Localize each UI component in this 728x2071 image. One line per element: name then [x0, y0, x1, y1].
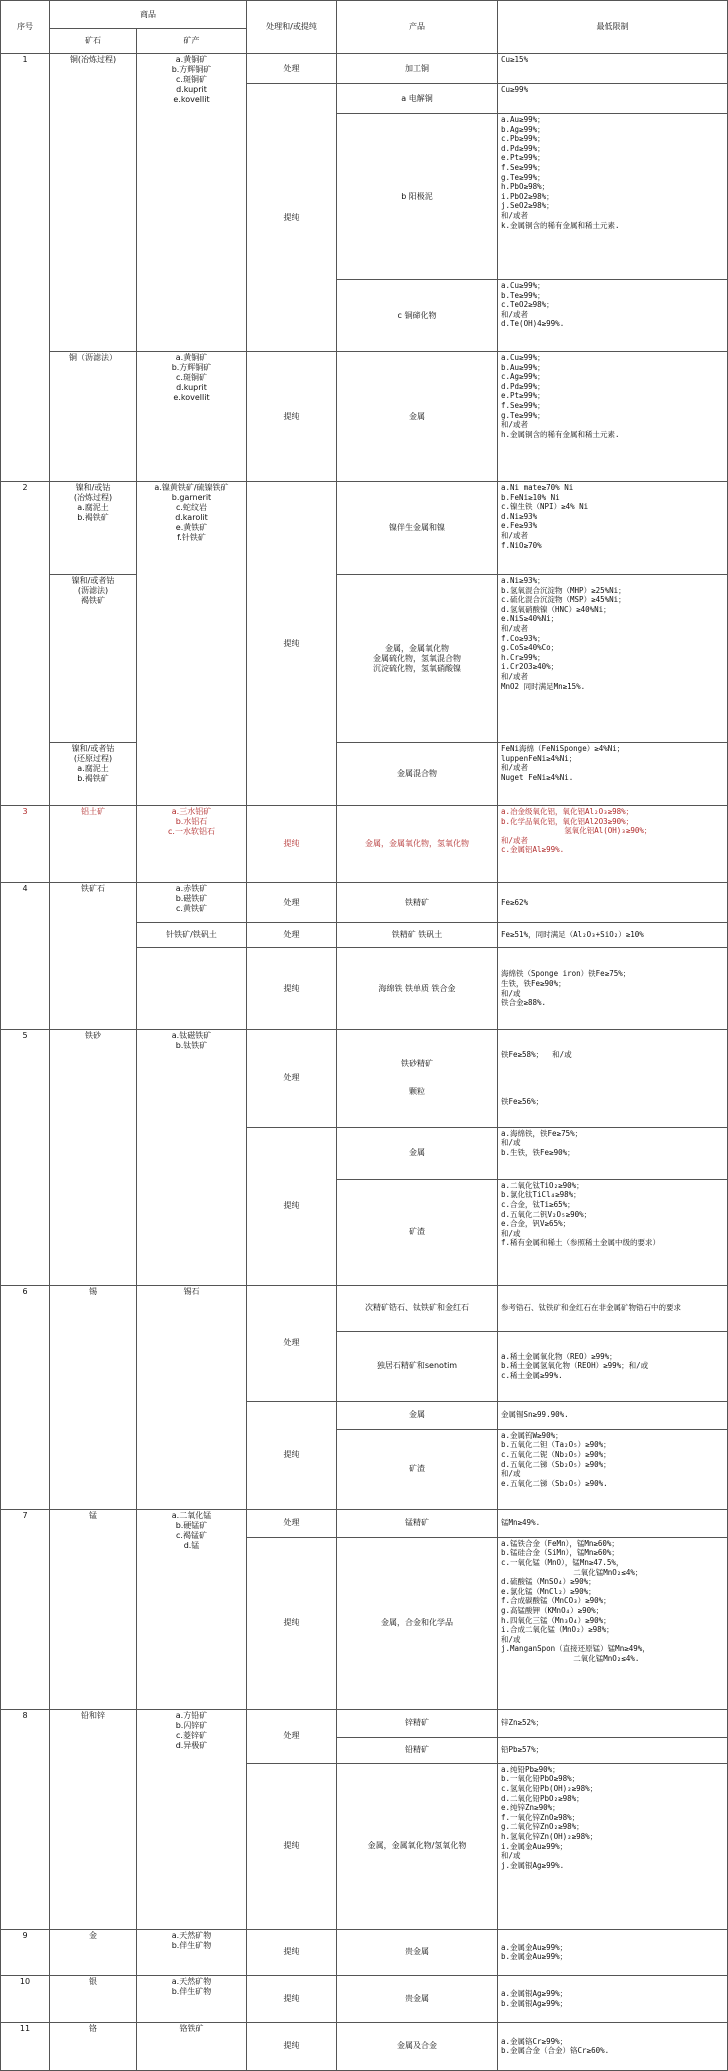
product-cell: 矿渣	[337, 1429, 498, 1509]
limit-cell: 金属锡Sn≥99.90%.	[498, 1401, 728, 1429]
limit-cell: a.冶金级氧化铝，氧化铝Al₂O₃≥98%； b.化学品氧化铝，氧化铝Al2O3≥90%； 氢氧化铝Al(OH)₃≥90%； 和/或者 c.金属铝Al≥99%.	[498, 806, 728, 883]
limit-cell: 铅Pb≥57%；	[498, 1737, 728, 1763]
process-cell: 处理	[247, 54, 337, 84]
process-cell: 处理	[247, 1709, 337, 1763]
table-row	[1, 2022, 728, 2070]
header-product: 产品	[337, 1, 498, 54]
table-row	[1, 1285, 728, 1331]
limit-cell: a.稀土金属氧化物（REO）≥99%； b.稀土金属氢氧化物（REOH）≥99%；和/或 c.稀土金属≥99%.	[498, 1331, 728, 1401]
limit-cell: a.海绵铁，铁Fe≥75%； 和/或 b.生铁，铁Fe≥90%；	[498, 1127, 728, 1179]
process-cell: 提纯	[247, 1401, 337, 1509]
product-name: 颗粒	[409, 1087, 425, 1097]
header-commodity: 商品	[50, 1, 247, 29]
product-cell: 铅精矿	[337, 1737, 498, 1763]
product-cell: a 电解铜	[337, 84, 498, 114]
product-cell: b 阳极泥	[337, 114, 498, 280]
ore-cell: 铜(冶炼过程)	[50, 54, 137, 352]
limit-cell: FeNi海绵（FeNiSponge）≥4%Ni； luppenFeNi≥4%Ni； 和/或者 Nuget FeNi≥4%Ni.	[498, 743, 728, 806]
table-row	[1, 743, 728, 806]
limit-cell: 锰Mn≥49%.	[498, 1509, 728, 1537]
product-cell: 金属，金属氧化物，氢氧化物	[337, 806, 498, 883]
mineral-cell	[137, 948, 247, 1030]
mineral-cell: a.赤铁矿 b.磁铁矿 c.黄铁矿	[137, 883, 247, 923]
product-cell: 铁精矿 铁矾土	[337, 923, 498, 948]
ore-cell: 铜（沥滤法）	[50, 352, 137, 482]
row-number: 7	[1, 1509, 50, 1709]
ore-cell: 铅和锌	[50, 1709, 137, 1929]
row-number: 9	[1, 1929, 50, 1975]
product-cell: c 铜碲化物	[337, 280, 498, 352]
product-cell: 次精矿锆石、钛铁矿和金红石	[337, 1285, 498, 1331]
ore-cell: 镍和/或者钴 (还原过程) a.腐泥土 b.褐铁矿	[50, 743, 137, 806]
mineral-cell: a.黄铜矿 b.方辉铜矿 c.斑铜矿 d.kuprit e.kovellit	[137, 54, 247, 352]
ore-cell: 银	[50, 1975, 137, 2022]
header-process: 处理和/或提纯	[247, 1, 337, 54]
process-cell: 提纯	[247, 352, 337, 482]
row-number: 3	[1, 806, 50, 883]
limit-cell	[498, 1030, 728, 1128]
header-row	[1, 1, 728, 29]
process-cell: 提纯	[247, 1537, 337, 1709]
limit-cell: a.金属铬Cr≥99%； b.金属合金（合金）铬Cr≥60%.	[498, 2022, 728, 2070]
limit-cell: 海绵铁（Sponge iron）铁Fe≥75%； 生铁，铁Fe≥90%； 和/或 铁合金≥88%.	[498, 948, 728, 1030]
header-limit: 最低限制	[498, 1, 728, 54]
ore-cell: 锡	[50, 1285, 137, 1509]
limit-cell: 锌Zn≥52%；	[498, 1709, 728, 1737]
mineral-cell: a.黄铜矿 b.方辉铜矿 c.斑铜矿 d.kuprit e.kovellit	[137, 352, 247, 482]
process-cell: 处理	[247, 1285, 337, 1401]
product-cell: 镍伴生金属和镍	[337, 482, 498, 575]
row-number: 6	[1, 1285, 50, 1509]
table-row	[1, 1709, 728, 1737]
process-cell: 提纯	[247, 1127, 337, 1285]
product-cell: 贵金属	[337, 1929, 498, 1975]
ore-cell: 铁矿石	[50, 883, 137, 1030]
table-row	[1, 883, 728, 923]
product-cell: 锰精矿	[337, 1509, 498, 1537]
limit-cell: a.金属金Au≥99%； b.金属金Au≥99%；	[498, 1929, 728, 1975]
product-cell: 矿渣	[337, 1179, 498, 1285]
ore-cell: 金	[50, 1929, 137, 1975]
limit-cell: Fe≥51%，同时满足（Al₂O₃+SiO₂）≥10%	[498, 923, 728, 948]
table-row	[1, 575, 728, 743]
product-cell: 金属混合物	[337, 743, 498, 806]
ore-cell: 铬	[50, 2022, 137, 2070]
process-cell: 处理	[247, 1030, 337, 1128]
product-cell	[337, 1030, 498, 1128]
process-cell: 提纯	[247, 84, 337, 352]
product-cell: 锌精矿	[337, 1709, 498, 1737]
mineral-cell: a.钛磁铁矿 b.钛铁矿	[137, 1030, 247, 1286]
limit-cell: Fe≥62%	[498, 883, 728, 923]
table-row	[1, 352, 728, 482]
mineral-cell: 锡石	[137, 1285, 247, 1509]
mineral-cell: a.二氧化锰 b.硬锰矿 c.褐锰矿 d.锰	[137, 1509, 247, 1709]
table-row	[1, 54, 728, 84]
table-row	[1, 1030, 728, 1128]
product-cell: 金属，金属氧化物 金属硫化物，氢氧混合物 沉淀硫化物，氢氧硝酸镍	[337, 575, 498, 743]
process-cell: 处理	[247, 923, 337, 948]
product-cell: 加工铜	[337, 54, 498, 84]
table-row	[1, 806, 728, 883]
table-row	[1, 482, 728, 575]
ore-cell: 铁砂	[50, 1030, 137, 1286]
limit-cell: 参考锆石、钛铁矿和金红石在非金属矿物锆石中的要求	[498, 1285, 728, 1331]
limit-cell: a.金属银Ag≥99%； b.金属银Ag≥99%；	[498, 1975, 728, 2022]
product-cell: 金属	[337, 1401, 498, 1429]
process-cell: 提纯	[247, 482, 337, 806]
row-number: 10	[1, 1975, 50, 2022]
limit-cell: Cu≥15%	[498, 54, 728, 84]
table-row	[1, 1975, 728, 2022]
product-name: 铁砂精矿	[401, 1059, 433, 1069]
mineral-cell: 针铁矿/铁矾土	[137, 923, 247, 948]
product-cell: 贵金属	[337, 1975, 498, 2022]
row-number: 4	[1, 883, 50, 1030]
limit-cell: a.锰铁合金（FeMn），锰Mn≥60%； b.锰硅合金（SiMn），锰Mn≥60%； c.一氧化锰（MnO），锰Mn≥47.5%， 二氧化锰MnO₂≤4%； d.硫酸锰（MnSO₄）≥90%； e.氯化锰（MnCl₂）≥90%； f.合成碳酸锰（MnCO₃）≥90%； g.高锰酸钾（KMnO₄）≥90%； h.四氧化三锰（Mn₃O₄）≥90%； i.合成二氧化锰（MnO₂）≥98%； 和/或 j.ManganSpon（直接还原锰）锰Mn≥49%， 二氧化锰MnO₂≤4%.	[498, 1537, 728, 1709]
limit-cell: Cu≥99%	[498, 84, 728, 114]
row-number: 2	[1, 482, 50, 806]
process-cell: 提纯	[247, 806, 337, 883]
mineral-cell: 铬铁矿	[137, 2022, 247, 2070]
row-number: 8	[1, 1709, 50, 1929]
table-row	[1, 1929, 728, 1975]
limit-line: 铁Fe≥56%；	[501, 1096, 544, 1106]
process-cell: 提纯	[247, 1763, 337, 1929]
mineral-cell: a.天然矿物 b.伴生矿物	[137, 1929, 247, 1975]
limit-line: 铁Fe≥58%； 和/或	[501, 1050, 572, 1060]
product-cell: 金属	[337, 352, 498, 482]
process-cell: 提纯	[247, 2022, 337, 2070]
limit-cell: a.Ni mate≥70% Ni b.FeNi≥10% Ni c.镍生铁（NPI）≥4% Ni d.Ni≥93% e.Fe≥93% 和/或者 f.NiO≥70%	[498, 482, 728, 575]
mineral-cell: a.三水铝矿 b.水铝石 c.一水软铝石	[137, 806, 247, 883]
mineral-cell: a.镍黄铁矿/硫镍铁矿 b.garnerit c.蛇纹岩 d.karolit e.黄铁矿 f.针铁矿	[137, 482, 247, 806]
product-cell: 独居石精矿和senotim	[337, 1331, 498, 1401]
product-cell: 金属，合金和化学品	[337, 1537, 498, 1709]
header-mineral: 矿产	[137, 29, 247, 54]
mineral-cell: a.方铅矿 b.闪锌矿 c.菱锌矿 d.异极矿	[137, 1709, 247, 1929]
process-cell: 提纯	[247, 1929, 337, 1975]
limit-cell: a.Ni≥93%； b.氢氧混合沉淀物（MHP）≥25%Ni； c.硫化混合沉淀物（MSP）≥45%Ni； d.氢氧硝酸镍（HNC）≥40%Ni； e.NiS≥40%Ni； 和/或者 f.Co≥93%； g.CoS≥40%Co； h.Cr≥99%； i.Cr2O3≥40%； 和/或者 MnO2 同时满足Mn≥15%.	[498, 575, 728, 743]
ore-cell: 镍和/或者钴 (沥滤法) 褐铁矿	[50, 575, 137, 743]
row-number: 5	[1, 1030, 50, 1286]
process-cell: 处理	[247, 1509, 337, 1537]
mineral-cell: a.天然矿物 b.伴生矿物	[137, 1975, 247, 2022]
product-cell: 铁精矿	[337, 883, 498, 923]
ore-cell: 锰	[50, 1509, 137, 1709]
product-cell: 金属及合金	[337, 2022, 498, 2070]
limit-cell: a.Cu≥99%； b.Te≥99%； c.TeO2≥98%； 和/或者 d.Te(OH)4≥99%.	[498, 280, 728, 352]
product-cell: 金属，金属氧化物/氢氧化物	[337, 1763, 498, 1929]
limit-cell: a.Cu≥99%； b.Au≥99%； c.Ag≥99%； d.Pd≥99%； e.Pt≥99%； f.Se≥99%； g.Te≥99%； 和/或者 h.金属铜含的稀有金属和稀土元素.	[498, 352, 728, 482]
ore-cell: 镍和/或钴 (冶炼过程) a.腐泥土 b.褐铁矿	[50, 482, 137, 575]
ore-cell: 铝土矿	[50, 806, 137, 883]
table-row	[1, 1509, 728, 1537]
process-cell: 处理	[247, 883, 337, 923]
process-cell: 提纯	[247, 1975, 337, 2022]
row-number: 1	[1, 54, 50, 482]
limit-cell: a.Au≥99%； b.Ag≥99%； c.Pb≥99%； d.Pd≥99%； e.Pt≥99%； f.Se≥99%； g.Te≥99%； h.PbO≥98%； i.PbO2≥98%； j.SeO2≥98%； 和/或者 k.金属铜含的稀有金属和稀土元素.	[498, 114, 728, 280]
limit-cell: a.纯铅Pb≥90%； b.一氧化铅PbO≥98%； c.氢氧化铅Pb(OH)₂≥98%； d.二氧化铅PbO₂≥98%； e.纯锌Zn≥90%； f.一氧化锌ZnO≥98%； g.二氧化锌ZnO₂≥98%； h.氢氧化锌Zn(OH)₂≥98%； i.金属金Au≥99%； 和/或 j.金属银Ag≥99%.	[498, 1763, 728, 1929]
limit-cell: a.金属钨W≥90%； b.五氧化二钽（Ta₂O₅）≥90%； c.五氧化二铌（Nb₂O₅）≥90%； d.五氧化二锑（Sb₂O₅）≥90%； 和/或 e.五氧化二锑（Sb₂O₅）≥90%.	[498, 1429, 728, 1509]
limit-cell: a.二氧化钛TiO₂≥90%； b.氯化钛TiCl₄≥98%； c.合金，钛Ti≥65%； d.五氧化二钒V₂O₅≥90%； e.合金，钒V≥65%； 和/或 f.稀有金属和稀土（参照稀土金属中级的要求）	[498, 1179, 728, 1285]
product-cell: 海绵铁 铁单质 铁合金	[337, 948, 498, 1030]
header-ore: 矿石	[50, 29, 137, 54]
header-seq: 序号	[1, 1, 50, 54]
row-number: 11	[1, 2022, 50, 2070]
product-cell: 金属	[337, 1127, 498, 1179]
process-cell: 提纯	[247, 948, 337, 1030]
